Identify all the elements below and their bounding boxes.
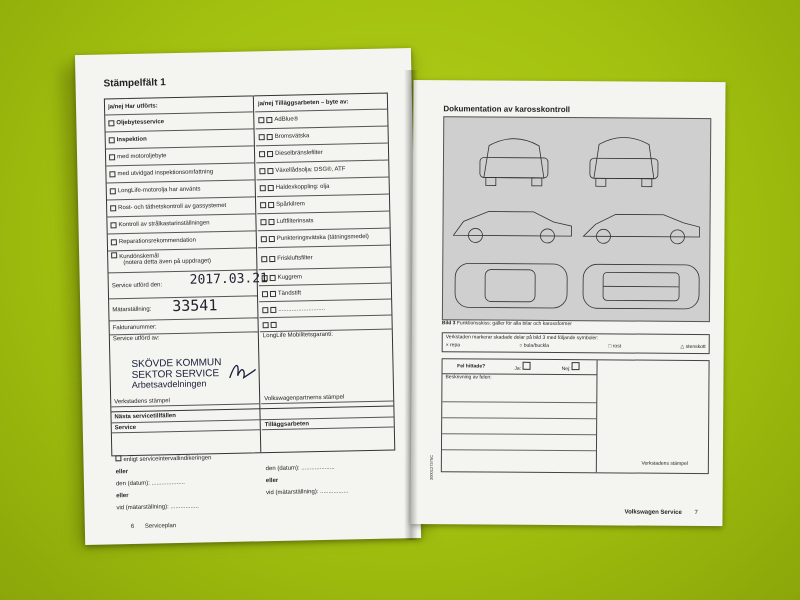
list-item: Punkteringsvätska (tätningsmedel): [258, 229, 390, 249]
list-item: Dieselbränslefilter: [256, 144, 388, 164]
page-number: 7: [694, 509, 698, 517]
checkbox-icon[interactable]: [271, 321, 277, 327]
service-date-row: Service utförd den:: [109, 270, 258, 299]
checkbox-icon[interactable]: [110, 188, 116, 194]
checkbox-icon[interactable]: [111, 252, 117, 258]
next-service-title: Nästa servicetillfällen: [111, 405, 393, 423]
footer-label: Serviceplan: [144, 523, 177, 530]
symbols-box: Verkstaden markerar skadade delar på bild 3 med följande symboler: × repa ○ bula/buckla □ rost △ stenskott: [442, 332, 710, 354]
checkbox-icon[interactable]: [260, 219, 266, 225]
left-page: [75, 48, 421, 545]
header-right: ja/nej Tilläggsarbeten – byte av:: [255, 94, 387, 113]
checkbox-icon[interactable]: [258, 117, 264, 123]
checkbox-icon[interactable]: [115, 455, 121, 461]
odometer-row: Mätarställning:: [109, 296, 257, 321]
symbol-stone-chip: △ stenskott: [680, 343, 706, 351]
figure-caption: Bild 3 Funktionsskiss: gäller för alla bilar och karossformer: [441, 320, 572, 328]
list-item: Rost- och täthetskontroll av gassystemet: [107, 197, 255, 217]
signature-icon: [227, 359, 257, 382]
list-item: Kontroll av strålkastarinställningen: [107, 214, 255, 234]
symbol-dent: ○ bula/buckla: [519, 342, 550, 349]
checkbox-icon[interactable]: [260, 185, 266, 191]
page-title: Dokumentation av karosskontroll: [443, 104, 571, 115]
checkbox-icon[interactable]: [261, 236, 267, 242]
car-outline-icon: [443, 117, 710, 321]
checkbox-icon[interactable]: [266, 117, 272, 123]
list-item: Reparationsrekommendation: [108, 231, 256, 251]
checkbox-icon[interactable]: [262, 291, 268, 297]
checkbox-icon[interactable]: [269, 255, 275, 261]
list-item: Luftfilterinsats: [257, 212, 389, 232]
next-service-label: Service: [112, 420, 260, 433]
symbol-rust: □ rost: [608, 343, 622, 350]
list-item: Inspektion: [106, 129, 254, 149]
checkbox-icon[interactable]: [260, 202, 266, 208]
handwritten-odometer: 33541: [172, 296, 218, 316]
list-item: Spårkilrem: [257, 195, 389, 215]
checkbox-icon[interactable]: [259, 134, 265, 140]
list-item: Tändstift: [259, 284, 391, 303]
checkbox-icon[interactable]: [268, 219, 274, 225]
workshop-stamp-label: Verkstadens stämpel: [641, 460, 688, 467]
footer-label: Volkswagen Service: [624, 509, 682, 516]
list-item: Haldexkoppling: olja: [257, 178, 389, 198]
header-left: ja/nej Har utförts:: [105, 96, 253, 115]
page-title: Stämpelfält 1: [103, 77, 166, 90]
list-item: Växellådsolja: DSG®, ATF: [256, 161, 388, 181]
checkbox-icon[interactable]: [110, 205, 116, 211]
checkbox-icon[interactable]: [269, 236, 275, 242]
checkbox-icon[interactable]: [268, 185, 274, 191]
checkbox-icon[interactable]: [259, 151, 265, 157]
no-checkbox[interactable]: [572, 362, 580, 370]
list-item: ............................: [259, 300, 391, 319]
yes-checkbox[interactable]: [522, 362, 530, 370]
list-item: Kundönskemål (notera detta även på uppdraget): [108, 248, 256, 273]
next-extra-details: den (datum): .................... eller vid (mätarställning): .................: [265, 464, 349, 497]
workshop-stamp: SKÖVDE KOMMUN SEKTOR SERVICE Arbetsavdelningen: [131, 357, 222, 390]
performed-by-row: Service utförd av: Verkstadens stämpel: [110, 332, 259, 407]
checkbox-icon[interactable]: [267, 168, 273, 174]
document-code: 3000127375C: [428, 454, 434, 481]
list-item: Oljebytesservice: [105, 112, 253, 132]
checkbox-icon[interactable]: [108, 120, 114, 126]
next-extra-label: Tilläggsarbeten: [262, 417, 394, 430]
checkbox-icon[interactable]: [267, 134, 273, 140]
list-item: Friskluftsfilter: [258, 246, 390, 271]
list-item: med motoroljebyte: [106, 146, 254, 166]
checkbox-icon[interactable]: [267, 151, 273, 157]
invoice-row: Fakturanummer:: [110, 318, 258, 335]
checkbox-icon[interactable]: [109, 171, 115, 177]
longlife-row: LongLife Mobilitetsgaranti: Volkswagenpartnerns stämpel: [260, 330, 393, 405]
book-spine: [404, 70, 418, 540]
checkbox-icon[interactable]: [268, 202, 274, 208]
right-page: [410, 80, 725, 526]
checkbox-icon[interactable]: [262, 307, 268, 313]
handwritten-date: 2017.03.21: [189, 271, 269, 288]
next-service-details: enligt serviceintervallindikeringen eller den (datum): .................... eller vid (mätarställning): .................: [115, 455, 212, 512]
checkbox-icon[interactable]: [109, 154, 115, 160]
found-row: Fel hittade? Ja: Nej:: [442, 359, 597, 375]
checkbox-icon[interactable]: [270, 274, 276, 280]
symbol-scratch: × repa: [445, 342, 461, 349]
checkbox-icon[interactable]: [259, 168, 265, 174]
car-diagram: [442, 116, 711, 322]
list-item: med utvidgad inspektionsomfattning: [106, 163, 254, 183]
list-item: LongLife-motorolja har använts: [107, 180, 255, 200]
list-item: Kuggrem: [258, 268, 390, 287]
checkbox-icon[interactable]: [261, 256, 267, 262]
list-item: AdBlue®: [255, 110, 387, 130]
checkbox-icon[interactable]: [263, 322, 269, 328]
page-number: 6: [130, 523, 135, 531]
list-item: Bromsvätska: [256, 127, 388, 147]
description-area[interactable]: Beskrivning av felen:: [442, 373, 598, 472]
checkbox-icon[interactable]: [111, 239, 117, 245]
checkbox-icon[interactable]: [110, 222, 116, 228]
checkbox-icon[interactable]: [109, 137, 115, 143]
checkbox-icon[interactable]: [270, 306, 276, 312]
damage-form: [441, 358, 710, 474]
checkbox-icon[interactable]: [270, 290, 276, 296]
